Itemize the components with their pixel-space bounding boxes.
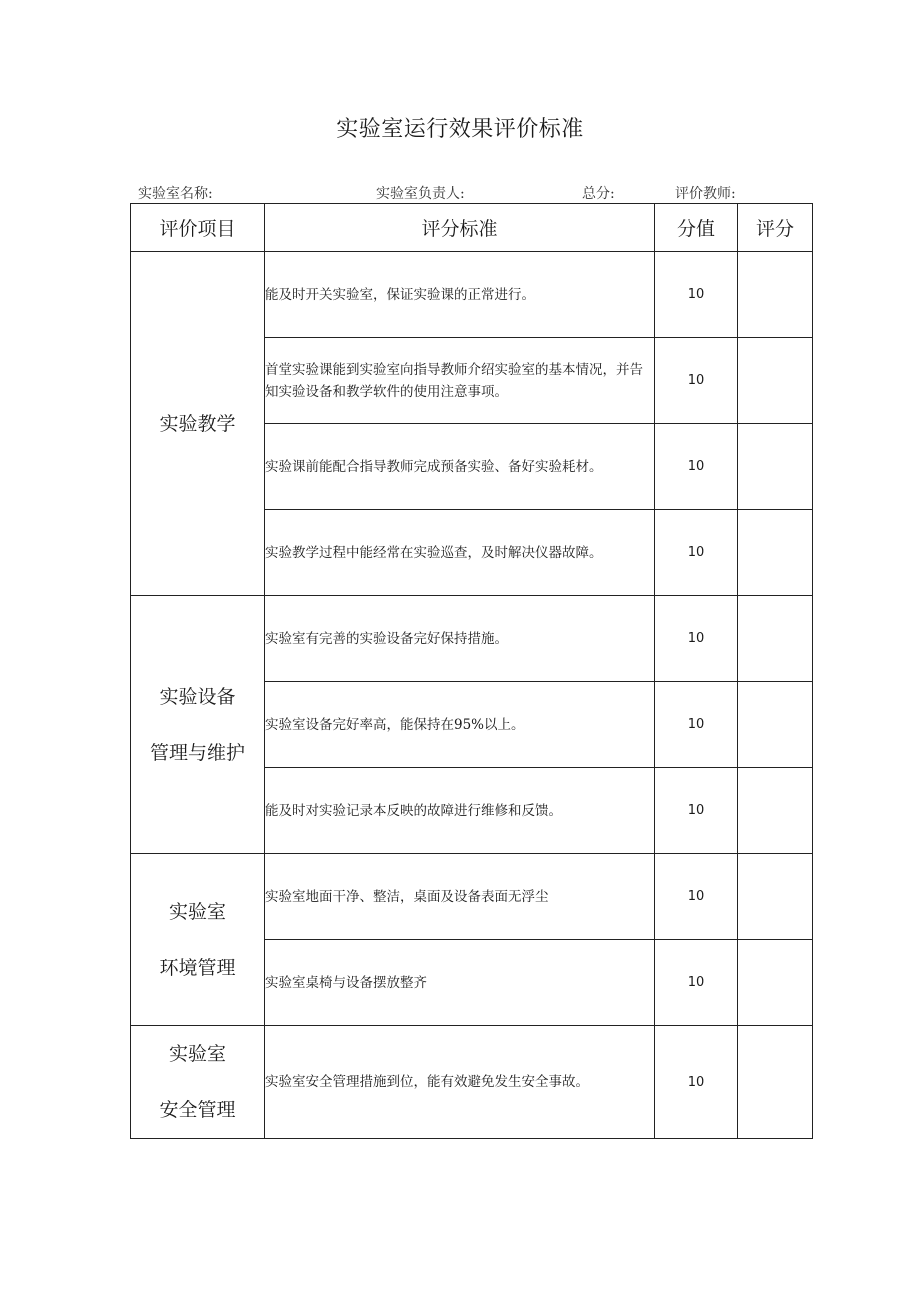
criterion-cell: 实验室地面干净、整洁，桌面及设备表面无浮尘	[265, 854, 655, 940]
score-cell[interactable]	[738, 1026, 813, 1139]
criterion-cell: 实验室有完善的实验设备完好保持措施。	[265, 596, 655, 682]
section-item-equipment	[131, 596, 265, 854]
section-item-line: 实验教学	[159, 412, 236, 435]
criterion-cell: 实验室安全管理措施到位，能有效避免发生安全事故。	[265, 1026, 655, 1139]
value-cell: 10	[655, 252, 738, 338]
header-value: 分值	[655, 204, 738, 252]
score-cell[interactable]	[738, 424, 813, 510]
evaluator-label: 评价教师:	[675, 186, 736, 202]
value-cell: 10	[655, 338, 738, 424]
section-item-line: 实验室	[168, 1043, 226, 1065]
section-item-safety	[131, 1026, 265, 1139]
header-item: 评价项目	[131, 204, 265, 252]
section-item-line: 安全管理	[159, 1099, 236, 1121]
score-cell[interactable]	[738, 768, 813, 854]
value-cell: 10	[655, 682, 738, 768]
score-cell[interactable]	[738, 252, 813, 338]
criterion-cell: 实验课前能配合指导教师完成预备实验、备好实验耗材。	[265, 424, 655, 510]
value-cell: 10	[655, 424, 738, 510]
score-cell[interactable]	[738, 338, 813, 424]
table-row	[131, 1026, 813, 1139]
table-row	[131, 252, 813, 338]
criterion-cell: 能及时对实验记录本反映的故障进行维修和反馈。	[265, 768, 655, 854]
evaluation-table	[130, 203, 813, 1139]
section-item-line: 实验室	[168, 900, 226, 923]
header-score: 评分	[738, 204, 813, 252]
criterion-cell: 实验室设备完好率高，能保持在95%以上。	[265, 682, 655, 768]
section-item-environment	[131, 854, 265, 1026]
section-item-line: 环境管理	[159, 956, 236, 979]
value-cell: 10	[655, 940, 738, 1026]
table-row	[131, 854, 813, 940]
score-cell[interactable]	[738, 510, 813, 596]
total-score-label: 总分:	[582, 186, 615, 202]
value-cell: 10	[655, 1026, 738, 1139]
criterion-cell: 首堂实验课能到实验室向指导教师介绍实验室的基本情况，并告知实验设备和教学软件的使用注意事项。	[265, 338, 655, 424]
score-cell[interactable]	[738, 940, 813, 1026]
section-item-line: 管理与维护	[149, 741, 245, 764]
page-title: 实验室运行效果评价标准	[336, 117, 584, 142]
section-item-teaching	[131, 252, 265, 596]
lab-owner-label: 实验室负责人:	[376, 186, 465, 202]
value-cell: 10	[655, 768, 738, 854]
value-cell: 10	[655, 596, 738, 682]
criterion-cell: 实验教学过程中能经常在实验巡查，及时解决仪器故障。	[265, 510, 655, 596]
lab-name-label: 实验室名称:	[138, 186, 213, 202]
score-cell[interactable]	[738, 596, 813, 682]
header-criteria: 评分标准	[265, 204, 655, 252]
score-cell[interactable]	[738, 854, 813, 940]
score-cell[interactable]	[738, 682, 813, 768]
criterion-cell: 实验室桌椅与设备摆放整齐	[265, 940, 655, 1026]
value-cell: 10	[655, 510, 738, 596]
criterion-cell: 能及时开关实验室，保证实验课的正常进行。	[265, 252, 655, 338]
table-header-row	[131, 204, 813, 252]
value-cell: 10	[655, 854, 738, 940]
table-row	[131, 596, 813, 682]
section-item-line: 实验设备	[159, 685, 236, 708]
